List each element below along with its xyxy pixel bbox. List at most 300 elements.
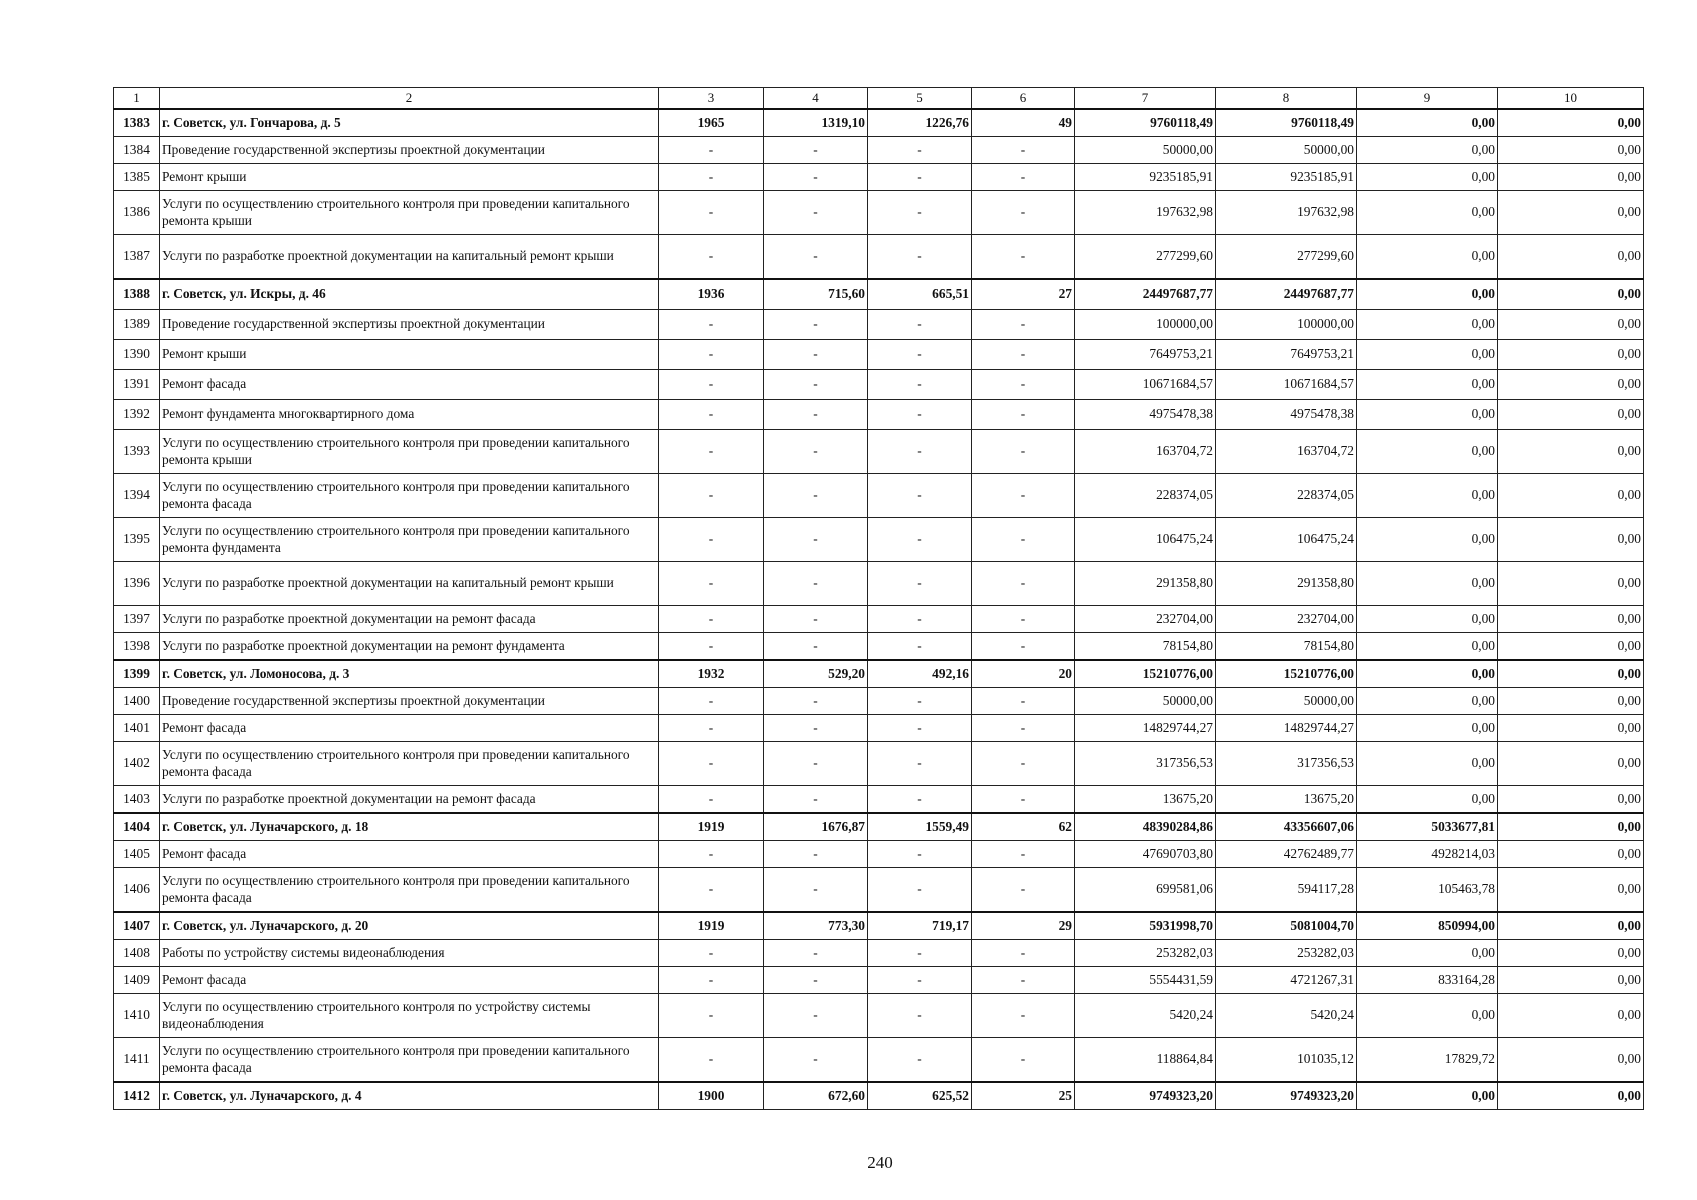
col-7-cell: 317356,53 bbox=[1075, 742, 1216, 786]
col-9-cell: 0,00 bbox=[1357, 562, 1498, 606]
col-10-cell: 0,00 bbox=[1498, 660, 1644, 688]
col-7-cell: 14829744,27 bbox=[1075, 715, 1216, 742]
col-5-cell: - bbox=[868, 400, 972, 430]
col-5-cell: - bbox=[868, 310, 972, 340]
item-name-cell: Услуги по осуществлению строительного контроля при проведении капитального ремонта фасада bbox=[160, 1038, 659, 1083]
col-4-cell: - bbox=[764, 474, 868, 518]
col-6-cell: - bbox=[972, 474, 1075, 518]
col-8-cell: 317356,53 bbox=[1216, 742, 1357, 786]
col-3-cell: - bbox=[659, 606, 764, 633]
work-item-row bbox=[114, 715, 1644, 742]
address-row bbox=[114, 660, 1644, 688]
row-number-cell: 1411 bbox=[114, 1038, 160, 1083]
col-3-cell: - bbox=[659, 562, 764, 606]
row-number-cell: 1386 bbox=[114, 191, 160, 235]
col-5-cell: 492,16 bbox=[868, 660, 972, 688]
col-4-cell: 1676,87 bbox=[764, 813, 868, 841]
col-7-cell: 47690703,80 bbox=[1075, 841, 1216, 868]
col-4-cell: - bbox=[764, 164, 868, 191]
col-3-cell: 1919 bbox=[659, 912, 764, 940]
row-number-cell: 1385 bbox=[114, 164, 160, 191]
col-4-cell: - bbox=[764, 191, 868, 235]
col-5-cell: 665,51 bbox=[868, 279, 972, 310]
col-3-cell: - bbox=[659, 868, 764, 913]
col-3-cell: - bbox=[659, 1038, 764, 1083]
work-item-row bbox=[114, 164, 1644, 191]
col-3-cell: - bbox=[659, 688, 764, 715]
col-10-cell: 0,00 bbox=[1498, 137, 1644, 164]
col-8-cell: 253282,03 bbox=[1216, 940, 1357, 967]
item-name-cell: Проведение государственной экспертизы проектной документации bbox=[160, 688, 659, 715]
row-number-cell: 1398 bbox=[114, 633, 160, 661]
col-3-cell: 1932 bbox=[659, 660, 764, 688]
col-3-cell: - bbox=[659, 340, 764, 370]
col-9-cell: 5033677,81 bbox=[1357, 813, 1498, 841]
row-number-cell: 1395 bbox=[114, 518, 160, 562]
col-4-cell: 715,60 bbox=[764, 279, 868, 310]
col-8-cell: 13675,20 bbox=[1216, 786, 1357, 814]
row-number-cell: 1397 bbox=[114, 606, 160, 633]
col-7-cell: 699581,06 bbox=[1075, 868, 1216, 913]
col-6-cell: - bbox=[972, 400, 1075, 430]
col-10-cell: 0,00 bbox=[1498, 940, 1644, 967]
column-number: 8 bbox=[1216, 88, 1357, 110]
col-7-cell: 48390284,86 bbox=[1075, 813, 1216, 841]
col-3-cell: - bbox=[659, 310, 764, 340]
col-4-cell: - bbox=[764, 370, 868, 400]
col-6-cell: - bbox=[972, 841, 1075, 868]
item-name-cell: Ремонт крыши bbox=[160, 340, 659, 370]
col-9-cell: 0,00 bbox=[1357, 235, 1498, 280]
col-10-cell: 0,00 bbox=[1498, 688, 1644, 715]
item-name-cell: Услуги по разработке проектной документации на капитальный ремонт крыши bbox=[160, 235, 659, 280]
col-3-cell: - bbox=[659, 967, 764, 994]
col-5-cell: - bbox=[868, 940, 972, 967]
row-number-cell: 1401 bbox=[114, 715, 160, 742]
col-10-cell: 0,00 bbox=[1498, 370, 1644, 400]
col-10-cell: 0,00 bbox=[1498, 474, 1644, 518]
col-10-cell: 0,00 bbox=[1498, 715, 1644, 742]
row-number-cell: 1402 bbox=[114, 742, 160, 786]
item-name-cell: г. Советск, ул. Луначарского, д. 18 bbox=[160, 813, 659, 841]
col-8-cell: 9760118,49 bbox=[1216, 109, 1357, 137]
col-10-cell: 0,00 bbox=[1498, 1082, 1644, 1110]
col-9-cell: 0,00 bbox=[1357, 370, 1498, 400]
work-item-row bbox=[114, 742, 1644, 786]
row-number-cell: 1396 bbox=[114, 562, 160, 606]
col-3-cell: - bbox=[659, 841, 764, 868]
col-6-cell: - bbox=[972, 742, 1075, 786]
work-item-row bbox=[114, 688, 1644, 715]
col-8-cell: 10671684,57 bbox=[1216, 370, 1357, 400]
work-item-row bbox=[114, 562, 1644, 606]
col-6-cell: - bbox=[972, 1038, 1075, 1083]
col-10-cell: 0,00 bbox=[1498, 1038, 1644, 1083]
col-6-cell: - bbox=[972, 191, 1075, 235]
col-9-cell: 0,00 bbox=[1357, 279, 1498, 310]
page-number: 240 bbox=[867, 1153, 893, 1172]
work-item-row bbox=[114, 994, 1644, 1038]
row-number-cell: 1383 bbox=[114, 109, 160, 137]
col-3-cell: - bbox=[659, 786, 764, 814]
col-8-cell: 50000,00 bbox=[1216, 137, 1357, 164]
col-7-cell: 118864,84 bbox=[1075, 1038, 1216, 1083]
col-7-cell: 5931998,70 bbox=[1075, 912, 1216, 940]
col-7-cell: 100000,00 bbox=[1075, 310, 1216, 340]
col-7-cell: 5554431,59 bbox=[1075, 967, 1216, 994]
column-number: 1 bbox=[114, 88, 160, 110]
row-number-cell: 1393 bbox=[114, 430, 160, 474]
col-8-cell: 277299,60 bbox=[1216, 235, 1357, 280]
col-8-cell: 9749323,20 bbox=[1216, 1082, 1357, 1110]
item-name-cell: Ремонт крыши bbox=[160, 164, 659, 191]
col-8-cell: 24497687,77 bbox=[1216, 279, 1357, 310]
col-8-cell: 106475,24 bbox=[1216, 518, 1357, 562]
row-number-cell: 1387 bbox=[114, 235, 160, 280]
col-3-cell: - bbox=[659, 518, 764, 562]
row-number-cell: 1392 bbox=[114, 400, 160, 430]
item-name-cell: Услуги по разработке проектной документации на ремонт фасада bbox=[160, 606, 659, 633]
col-5-cell: - bbox=[868, 562, 972, 606]
col-5-cell: - bbox=[868, 786, 972, 814]
col-7-cell: 24497687,77 bbox=[1075, 279, 1216, 310]
col-7-cell: 163704,72 bbox=[1075, 430, 1216, 474]
col-3-cell: - bbox=[659, 715, 764, 742]
row-number-cell: 1408 bbox=[114, 940, 160, 967]
row-number-cell: 1404 bbox=[114, 813, 160, 841]
col-4-cell: - bbox=[764, 430, 868, 474]
capital-repair-table bbox=[113, 87, 1644, 1110]
col-6-cell: - bbox=[972, 430, 1075, 474]
col-9-cell: 0,00 bbox=[1357, 400, 1498, 430]
col-3-cell: 1936 bbox=[659, 279, 764, 310]
col-7-cell: 277299,60 bbox=[1075, 235, 1216, 280]
work-item-row bbox=[114, 841, 1644, 868]
col-9-cell: 0,00 bbox=[1357, 1082, 1498, 1110]
work-item-row bbox=[114, 191, 1644, 235]
col-8-cell: 78154,80 bbox=[1216, 633, 1357, 661]
col-7-cell: 50000,00 bbox=[1075, 137, 1216, 164]
col-8-cell: 100000,00 bbox=[1216, 310, 1357, 340]
row-number-cell: 1394 bbox=[114, 474, 160, 518]
work-item-row bbox=[114, 310, 1644, 340]
col-6-cell: - bbox=[972, 967, 1075, 994]
col-6-cell: - bbox=[972, 633, 1075, 661]
row-number-cell: 1388 bbox=[114, 279, 160, 310]
col-5-cell: - bbox=[868, 967, 972, 994]
col-9-cell: 0,00 bbox=[1357, 109, 1498, 137]
address-row bbox=[114, 813, 1644, 841]
col-7-cell: 228374,05 bbox=[1075, 474, 1216, 518]
col-6-cell: 27 bbox=[972, 279, 1075, 310]
item-name-cell: Услуги по осуществлению строительного контроля при проведении капитального ремонта фасада bbox=[160, 474, 659, 518]
row-number-cell: 1389 bbox=[114, 310, 160, 340]
work-item-row bbox=[114, 400, 1644, 430]
col-9-cell: 0,00 bbox=[1357, 606, 1498, 633]
col-5-cell: 1226,76 bbox=[868, 109, 972, 137]
col-6-cell: 20 bbox=[972, 660, 1075, 688]
col-8-cell: 50000,00 bbox=[1216, 688, 1357, 715]
row-number-cell: 1406 bbox=[114, 868, 160, 913]
col-9-cell: 850994,00 bbox=[1357, 912, 1498, 940]
item-name-cell: Услуги по осуществлению строительного контроля при проведении капитального ремонта крыши bbox=[160, 191, 659, 235]
col-3-cell: - bbox=[659, 994, 764, 1038]
col-3-cell: - bbox=[659, 235, 764, 280]
work-item-row bbox=[114, 370, 1644, 400]
item-name-cell: Услуги по разработке проектной документации на капитальный ремонт крыши bbox=[160, 562, 659, 606]
col-5-cell: - bbox=[868, 137, 972, 164]
col-4-cell: - bbox=[764, 841, 868, 868]
col-6-cell: 62 bbox=[972, 813, 1075, 841]
col-6-cell: - bbox=[972, 518, 1075, 562]
col-5-cell: - bbox=[868, 742, 972, 786]
item-name-cell: Услуги по осуществлению строительного контроля по устройству системы видеонаблюдения bbox=[160, 994, 659, 1038]
col-3-cell: - bbox=[659, 940, 764, 967]
work-item-row bbox=[114, 868, 1644, 913]
col-10-cell: 0,00 bbox=[1498, 994, 1644, 1038]
row-number-cell: 1391 bbox=[114, 370, 160, 400]
col-10-cell: 0,00 bbox=[1498, 235, 1644, 280]
col-10-cell: 0,00 bbox=[1498, 912, 1644, 940]
col-5-cell: - bbox=[868, 474, 972, 518]
col-10-cell: 0,00 bbox=[1498, 430, 1644, 474]
item-name-cell: Ремонт фасада bbox=[160, 841, 659, 868]
col-8-cell: 5420,24 bbox=[1216, 994, 1357, 1038]
row-number-cell: 1405 bbox=[114, 841, 160, 868]
col-7-cell: 9749323,20 bbox=[1075, 1082, 1216, 1110]
col-9-cell: 17829,72 bbox=[1357, 1038, 1498, 1083]
row-number-cell: 1410 bbox=[114, 994, 160, 1038]
item-name-cell: Проведение государственной экспертизы проектной документации bbox=[160, 310, 659, 340]
item-name-cell: Услуги по осуществлению строительного контроля при проведении капитального ремонта фундамента bbox=[160, 518, 659, 562]
col-4-cell: - bbox=[764, 137, 868, 164]
address-row bbox=[114, 1082, 1644, 1110]
col-7-cell: 291358,80 bbox=[1075, 562, 1216, 606]
work-item-row bbox=[114, 786, 1644, 814]
col-7-cell: 9235185,91 bbox=[1075, 164, 1216, 191]
col-4-cell: - bbox=[764, 715, 868, 742]
col-4-cell: 672,60 bbox=[764, 1082, 868, 1110]
col-8-cell: 9235185,91 bbox=[1216, 164, 1357, 191]
col-4-cell: - bbox=[764, 994, 868, 1038]
column-number: 9 bbox=[1357, 88, 1498, 110]
col-9-cell: 105463,78 bbox=[1357, 868, 1498, 913]
col-7-cell: 106475,24 bbox=[1075, 518, 1216, 562]
address-row bbox=[114, 109, 1644, 137]
col-9-cell: 0,00 bbox=[1357, 137, 1498, 164]
col-9-cell: 0,00 bbox=[1357, 715, 1498, 742]
col-7-cell: 7649753,21 bbox=[1075, 340, 1216, 370]
col-9-cell: 0,00 bbox=[1357, 430, 1498, 474]
item-name-cell: г. Советск, ул. Луначарского, д. 4 bbox=[160, 1082, 659, 1110]
col-10-cell: 0,00 bbox=[1498, 967, 1644, 994]
row-number-cell: 1399 bbox=[114, 660, 160, 688]
item-name-cell: Ремонт фундамента многоквартирного дома bbox=[160, 400, 659, 430]
col-10-cell: 0,00 bbox=[1498, 786, 1644, 814]
col-8-cell: 291358,80 bbox=[1216, 562, 1357, 606]
work-item-row bbox=[114, 940, 1644, 967]
address-row bbox=[114, 912, 1644, 940]
work-item-row bbox=[114, 235, 1644, 280]
row-number-cell: 1412 bbox=[114, 1082, 160, 1110]
item-name-cell: г. Советск, ул. Ломоносова, д. 3 bbox=[160, 660, 659, 688]
col-9-cell: 0,00 bbox=[1357, 786, 1498, 814]
col-4-cell: - bbox=[764, 235, 868, 280]
col-6-cell: 49 bbox=[972, 109, 1075, 137]
col-6-cell: - bbox=[972, 868, 1075, 913]
col-7-cell: 10671684,57 bbox=[1075, 370, 1216, 400]
row-number-cell: 1390 bbox=[114, 340, 160, 370]
work-item-row bbox=[114, 518, 1644, 562]
column-number: 7 bbox=[1075, 88, 1216, 110]
col-5-cell: 625,52 bbox=[868, 1082, 972, 1110]
col-10-cell: 0,00 bbox=[1498, 400, 1644, 430]
row-number-cell: 1407 bbox=[114, 912, 160, 940]
col-5-cell: - bbox=[868, 430, 972, 474]
col-6-cell: - bbox=[972, 310, 1075, 340]
col-7-cell: 232704,00 bbox=[1075, 606, 1216, 633]
col-8-cell: 15210776,00 bbox=[1216, 660, 1357, 688]
table-body bbox=[114, 88, 1644, 1110]
col-9-cell: 0,00 bbox=[1357, 310, 1498, 340]
col-4-cell: 529,20 bbox=[764, 660, 868, 688]
col-5-cell: - bbox=[868, 191, 972, 235]
col-5-cell: - bbox=[868, 841, 972, 868]
column-number: 6 bbox=[972, 88, 1075, 110]
col-3-cell: - bbox=[659, 742, 764, 786]
col-5-cell: - bbox=[868, 164, 972, 191]
col-9-cell: 0,00 bbox=[1357, 994, 1498, 1038]
col-4-cell: - bbox=[764, 786, 868, 814]
col-9-cell: 833164,28 bbox=[1357, 967, 1498, 994]
row-number-cell: 1403 bbox=[114, 786, 160, 814]
col-3-cell: 1919 bbox=[659, 813, 764, 841]
col-8-cell: 197632,98 bbox=[1216, 191, 1357, 235]
col-4-cell: - bbox=[764, 742, 868, 786]
col-5-cell: - bbox=[868, 715, 972, 742]
work-item-row bbox=[114, 137, 1644, 164]
col-5-cell: - bbox=[868, 868, 972, 913]
col-7-cell: 4975478,38 bbox=[1075, 400, 1216, 430]
column-number-row bbox=[114, 88, 1644, 110]
col-10-cell: 0,00 bbox=[1498, 518, 1644, 562]
item-name-cell: г. Советск, ул. Искры, д. 46 bbox=[160, 279, 659, 310]
col-6-cell: - bbox=[972, 786, 1075, 814]
col-9-cell: 0,00 bbox=[1357, 191, 1498, 235]
col-5-cell: 719,17 bbox=[868, 912, 972, 940]
col-6-cell: - bbox=[972, 940, 1075, 967]
work-item-row bbox=[114, 633, 1644, 661]
col-8-cell: 5081004,70 bbox=[1216, 912, 1357, 940]
col-10-cell: 0,00 bbox=[1498, 279, 1644, 310]
col-10-cell: 0,00 bbox=[1498, 340, 1644, 370]
col-7-cell: 50000,00 bbox=[1075, 688, 1216, 715]
col-7-cell: 253282,03 bbox=[1075, 940, 1216, 967]
col-4-cell: - bbox=[764, 1038, 868, 1083]
col-4-cell: - bbox=[764, 940, 868, 967]
col-6-cell: 25 bbox=[972, 1082, 1075, 1110]
col-8-cell: 228374,05 bbox=[1216, 474, 1357, 518]
work-item-row bbox=[114, 474, 1644, 518]
col-10-cell: 0,00 bbox=[1498, 841, 1644, 868]
item-name-cell: Работы по устройству системы видеонаблюдения bbox=[160, 940, 659, 967]
col-6-cell: - bbox=[972, 137, 1075, 164]
col-7-cell: 197632,98 bbox=[1075, 191, 1216, 235]
col-6-cell: - bbox=[972, 562, 1075, 606]
col-3-cell: 1965 bbox=[659, 109, 764, 137]
col-8-cell: 14829744,27 bbox=[1216, 715, 1357, 742]
col-7-cell: 13675,20 bbox=[1075, 786, 1216, 814]
col-4-cell: - bbox=[764, 606, 868, 633]
work-item-row bbox=[114, 606, 1644, 633]
row-number-cell: 1384 bbox=[114, 137, 160, 164]
col-8-cell: 4721267,31 bbox=[1216, 967, 1357, 994]
col-6-cell: - bbox=[972, 688, 1075, 715]
col-10-cell: 0,00 bbox=[1498, 109, 1644, 137]
col-8-cell: 101035,12 bbox=[1216, 1038, 1357, 1083]
work-item-row bbox=[114, 340, 1644, 370]
col-6-cell: - bbox=[972, 370, 1075, 400]
column-number: 5 bbox=[868, 88, 972, 110]
item-name-cell: Услуги по осуществлению строительного контроля при проведении капитального ремонта крыши bbox=[160, 430, 659, 474]
col-9-cell: 0,00 bbox=[1357, 474, 1498, 518]
col-6-cell: - bbox=[972, 606, 1075, 633]
col-10-cell: 0,00 bbox=[1498, 164, 1644, 191]
col-8-cell: 7649753,21 bbox=[1216, 340, 1357, 370]
col-5-cell: - bbox=[868, 633, 972, 661]
item-name-cell: Услуги по разработке проектной документации на ремонт фасада bbox=[160, 786, 659, 814]
row-number-cell: 1400 bbox=[114, 688, 160, 715]
item-name-cell: Услуги по осуществлению строительного контроля при проведении капитального ремонта фасада bbox=[160, 742, 659, 786]
col-3-cell: 1900 bbox=[659, 1082, 764, 1110]
col-3-cell: - bbox=[659, 633, 764, 661]
col-4-cell: - bbox=[764, 688, 868, 715]
col-6-cell: - bbox=[972, 715, 1075, 742]
col-9-cell: 0,00 bbox=[1357, 660, 1498, 688]
col-5-cell: 1559,49 bbox=[868, 813, 972, 841]
col-8-cell: 42762489,77 bbox=[1216, 841, 1357, 868]
col-9-cell: 0,00 bbox=[1357, 688, 1498, 715]
col-4-cell: - bbox=[764, 340, 868, 370]
col-8-cell: 594117,28 bbox=[1216, 868, 1357, 913]
column-number: 4 bbox=[764, 88, 868, 110]
col-8-cell: 163704,72 bbox=[1216, 430, 1357, 474]
item-name-cell: г. Советск, ул. Луначарского, д. 20 bbox=[160, 912, 659, 940]
item-name-cell: Ремонт фасада bbox=[160, 967, 659, 994]
col-7-cell: 15210776,00 bbox=[1075, 660, 1216, 688]
col-8-cell: 232704,00 bbox=[1216, 606, 1357, 633]
col-3-cell: - bbox=[659, 370, 764, 400]
col-10-cell: 0,00 bbox=[1498, 191, 1644, 235]
work-item-row bbox=[114, 430, 1644, 474]
col-6-cell: - bbox=[972, 164, 1075, 191]
item-name-cell: Услуги по разработке проектной документации на ремонт фундамента bbox=[160, 633, 659, 661]
item-name-cell: Ремонт фасада bbox=[160, 370, 659, 400]
col-10-cell: 0,00 bbox=[1498, 813, 1644, 841]
col-6-cell: - bbox=[972, 994, 1075, 1038]
col-4-cell: - bbox=[764, 868, 868, 913]
item-name-cell: Ремонт фасада bbox=[160, 715, 659, 742]
col-4-cell: - bbox=[764, 518, 868, 562]
col-10-cell: 0,00 bbox=[1498, 742, 1644, 786]
col-4-cell: - bbox=[764, 967, 868, 994]
col-5-cell: - bbox=[868, 370, 972, 400]
col-10-cell: 0,00 bbox=[1498, 633, 1644, 661]
col-4-cell: 1319,10 bbox=[764, 109, 868, 137]
col-9-cell: 0,00 bbox=[1357, 340, 1498, 370]
col-10-cell: 0,00 bbox=[1498, 606, 1644, 633]
column-number: 2 bbox=[160, 88, 659, 110]
